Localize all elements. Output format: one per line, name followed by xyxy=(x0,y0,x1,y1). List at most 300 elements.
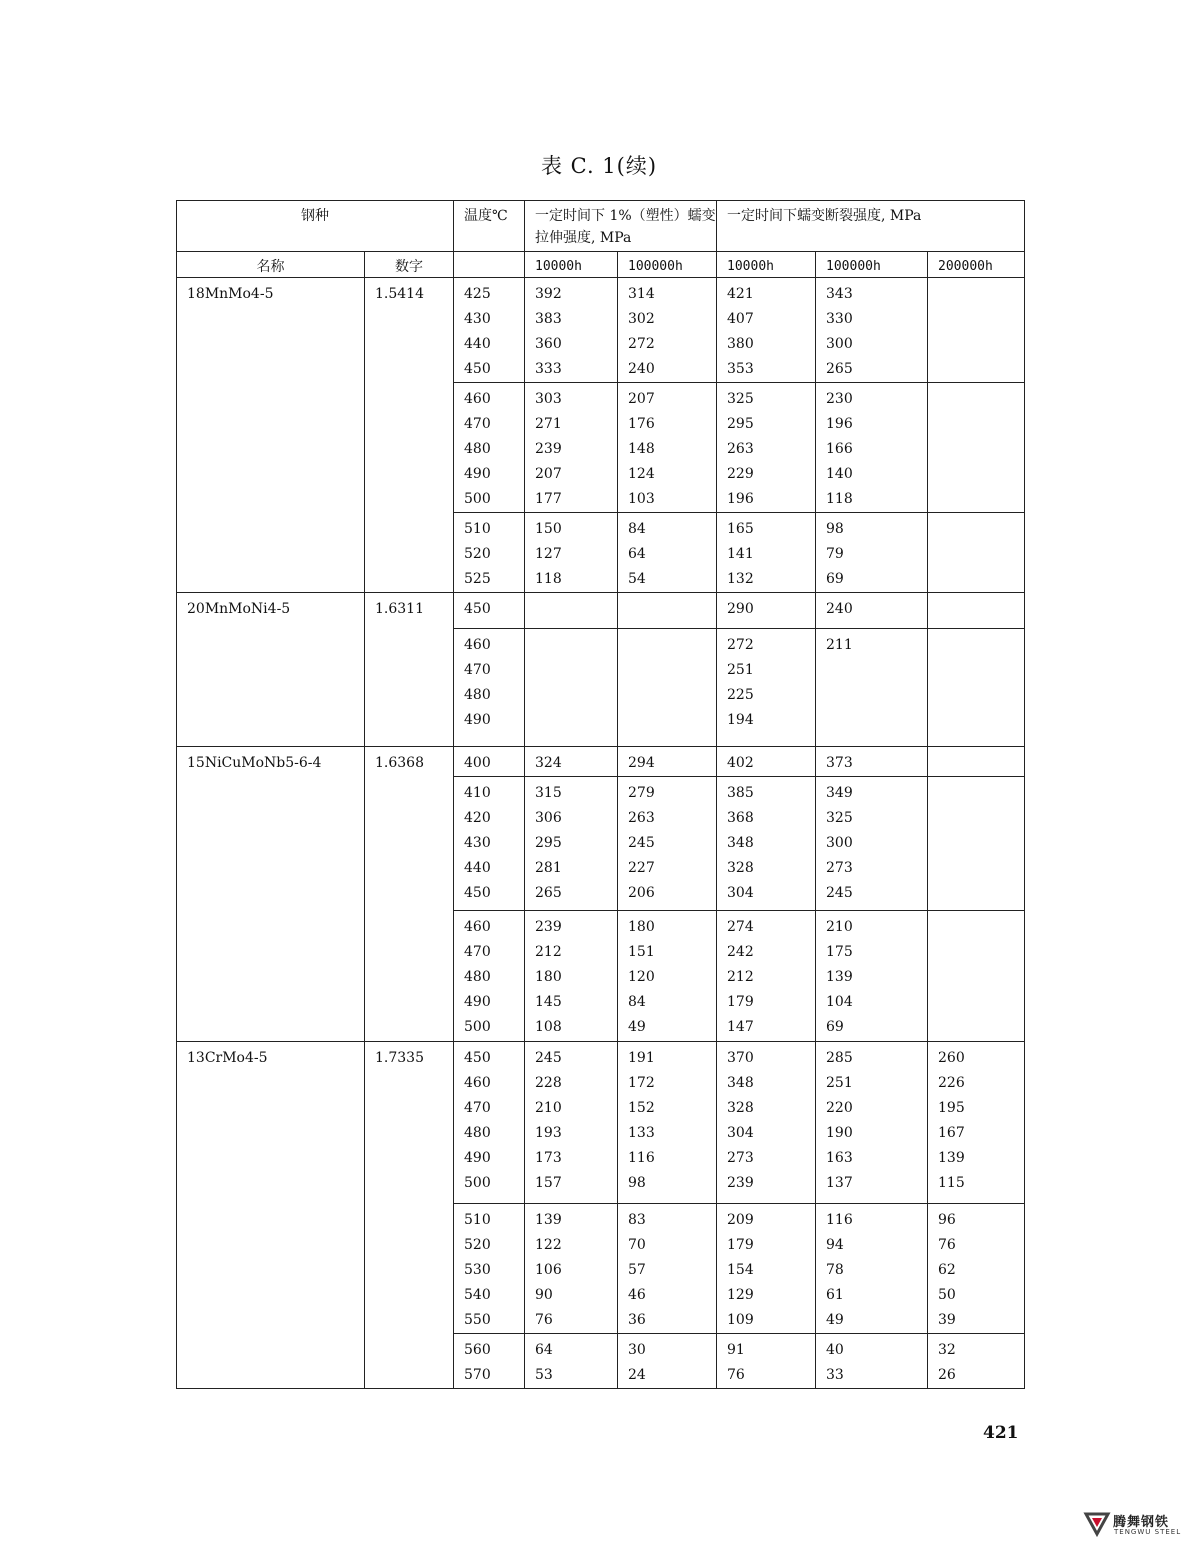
cell-value: 116 xyxy=(826,1212,853,1228)
cell-value: 430 xyxy=(464,311,491,327)
header-temperature: 温度℃ xyxy=(454,201,525,252)
rupture-10000h-cell xyxy=(717,1204,816,1334)
cell-value: 272 xyxy=(628,336,655,352)
cell-value: 245 xyxy=(628,835,655,851)
cell-value: 265 xyxy=(826,361,853,377)
rupture-100000h-cell xyxy=(816,629,928,747)
cell-value: 115 xyxy=(938,1175,965,1191)
cell-value: 116 xyxy=(628,1150,655,1166)
rupture-100000h-cell xyxy=(816,593,928,629)
rupture-200000h-cell xyxy=(928,747,1025,777)
cell-value: 242 xyxy=(727,944,754,960)
cell-value: 525 xyxy=(464,571,491,587)
cell-value: 240 xyxy=(826,601,853,617)
table-row xyxy=(177,593,1025,629)
cell-value: 32 xyxy=(938,1342,956,1358)
cell-value: 500 xyxy=(464,491,491,507)
cell-value: 57 xyxy=(628,1262,646,1278)
cell-value: 420 xyxy=(464,810,491,826)
cell-value: 40 xyxy=(826,1342,844,1358)
cell-value: 279 xyxy=(628,785,655,801)
cell-value: 225 xyxy=(727,687,754,703)
steel-name-cell: 15NiCuMoNb5-6-4 xyxy=(177,747,365,1042)
cell-value: 98 xyxy=(826,521,844,537)
cell-value: 49 xyxy=(826,1312,844,1328)
creep-10000h-cell xyxy=(525,747,618,777)
cell-value: 211 xyxy=(826,637,853,653)
rupture-100000h-cell xyxy=(816,747,928,777)
cell-value: 139 xyxy=(938,1150,965,1166)
header-steel-grade: 钢种 xyxy=(177,201,454,252)
cell-value: 53 xyxy=(535,1367,553,1383)
cell-value: 91 xyxy=(727,1342,745,1358)
cell-value: 193 xyxy=(535,1125,562,1141)
cell-value: 460 xyxy=(464,1075,491,1091)
cell-value: 148 xyxy=(628,441,655,457)
table-row xyxy=(177,278,1025,383)
cell-value: 26 xyxy=(938,1367,956,1383)
cell-value: 490 xyxy=(464,994,491,1010)
cell-value: 263 xyxy=(727,441,754,457)
cell-value: 402 xyxy=(727,755,754,771)
cell-value: 349 xyxy=(826,785,853,801)
cell-value: 407 xyxy=(727,311,754,327)
table-row xyxy=(177,747,1025,777)
cell-value: 343 xyxy=(826,286,853,302)
creep-10000h-cell xyxy=(525,911,618,1042)
cell-value: 300 xyxy=(826,835,853,851)
rupture-10000h-cell xyxy=(717,1042,816,1204)
cell-value: 470 xyxy=(464,662,491,678)
cell-value: 84 xyxy=(628,521,646,537)
cell-value: 328 xyxy=(727,1100,754,1116)
cell-value: 460 xyxy=(464,919,491,935)
cell-value: 239 xyxy=(535,441,562,457)
cell-value: 196 xyxy=(727,491,754,507)
cell-value: 302 xyxy=(628,311,655,327)
cell-value: 179 xyxy=(727,1237,754,1253)
creep-10000h-cell xyxy=(525,777,618,911)
cell-value: 180 xyxy=(628,919,655,935)
cell-value: 177 xyxy=(535,491,562,507)
cell-value: 400 xyxy=(464,755,491,771)
cell-value: 129 xyxy=(727,1287,754,1303)
cell-value: 240 xyxy=(628,361,655,377)
cell-value: 30 xyxy=(628,1342,646,1358)
cell-value: 50 xyxy=(938,1287,956,1303)
rupture-10000h-cell xyxy=(717,1334,816,1389)
rupture-10000h-cell xyxy=(717,911,816,1042)
cell-value: 480 xyxy=(464,1125,491,1141)
cell-value: 383 xyxy=(535,311,562,327)
cell-value: 281 xyxy=(535,860,562,876)
cell-value: 430 xyxy=(464,835,491,851)
rupture-200000h-cell xyxy=(928,1042,1025,1204)
creep-100000h-cell xyxy=(618,777,717,911)
cell-value: 385 xyxy=(727,785,754,801)
cell-value: 196 xyxy=(826,416,853,432)
cell-value: 62 xyxy=(938,1262,956,1278)
cell-value: 36 xyxy=(628,1312,646,1328)
rupture-10000h-cell xyxy=(717,513,816,593)
cell-value: 76 xyxy=(938,1237,956,1253)
cell-value: 108 xyxy=(535,1019,562,1035)
temperature-cell xyxy=(454,777,525,911)
cell-value: 49 xyxy=(628,1019,646,1035)
rupture-200000h-cell xyxy=(928,383,1025,513)
cell-value: 325 xyxy=(826,810,853,826)
rupture-100000h-cell xyxy=(816,777,928,911)
rupture-200000h-cell xyxy=(928,777,1025,911)
temperature-cell xyxy=(454,911,525,1042)
cell-value: 510 xyxy=(464,521,491,537)
cell-value: 370 xyxy=(727,1050,754,1066)
cell-value: 109 xyxy=(727,1312,754,1328)
cell-value: 550 xyxy=(464,1312,491,1328)
rupture-200000h-cell xyxy=(928,278,1025,383)
cell-value: 76 xyxy=(535,1312,553,1328)
cell-value: 530 xyxy=(464,1262,491,1278)
logo-text: 腾舞钢铁 xyxy=(1113,1515,1170,1530)
rupture-200000h-cell xyxy=(928,629,1025,747)
cell-value: 61 xyxy=(826,1287,844,1303)
cell-value: 300 xyxy=(826,336,853,352)
cell-value: 239 xyxy=(727,1175,754,1191)
creep-100000h-cell xyxy=(618,593,717,629)
logo-subtext: TENGWU STEEL xyxy=(1114,1528,1182,1536)
rupture-200000h-cell xyxy=(928,593,1025,629)
cell-value: 315 xyxy=(535,785,562,801)
cell-value: 206 xyxy=(628,885,655,901)
cell-value: 207 xyxy=(628,391,655,407)
steel-name-cell: 20MnMoNi4-5 xyxy=(177,593,365,747)
cell-value: 229 xyxy=(727,466,754,482)
temperature-cell xyxy=(454,593,525,629)
cell-value: 373 xyxy=(826,755,853,771)
steel-name-cell: 18MnMo4-5 xyxy=(177,278,365,593)
cell-value: 314 xyxy=(628,286,655,302)
cell-value: 304 xyxy=(727,1125,754,1141)
creep-100000h-cell xyxy=(618,629,717,747)
cell-value: 195 xyxy=(938,1100,965,1116)
temperature-cell xyxy=(454,747,525,777)
cell-value: 273 xyxy=(727,1150,754,1166)
header-rupture-10000h: 10000h xyxy=(717,252,816,278)
cell-value: 157 xyxy=(535,1175,562,1191)
cell-value: 175 xyxy=(826,944,853,960)
header-creep-strength: 一定时间下 1%（塑性）蠕变拉伸强度, MPa xyxy=(525,201,717,252)
rupture-200000h-cell xyxy=(928,513,1025,593)
cell-value: 166 xyxy=(826,441,853,457)
cell-value: 520 xyxy=(464,546,491,562)
cell-value: 470 xyxy=(464,944,491,960)
creep-100000h-cell xyxy=(618,911,717,1042)
creep-10000h-cell xyxy=(525,1042,618,1204)
cell-value: 330 xyxy=(826,311,853,327)
cell-value: 94 xyxy=(826,1237,844,1253)
cell-value: 460 xyxy=(464,637,491,653)
cell-value: 480 xyxy=(464,969,491,985)
cell-value: 33 xyxy=(826,1367,844,1383)
cell-value: 306 xyxy=(535,810,562,826)
cell-value: 167 xyxy=(938,1125,965,1141)
creep-strength-table xyxy=(176,200,1025,1389)
cell-value: 490 xyxy=(464,712,491,728)
cell-value: 226 xyxy=(938,1075,965,1091)
cell-value: 210 xyxy=(535,1100,562,1116)
cell-value: 147 xyxy=(727,1019,754,1035)
cell-value: 360 xyxy=(535,336,562,352)
cell-value: 490 xyxy=(464,1150,491,1166)
cell-value: 510 xyxy=(464,1212,491,1228)
company-logo xyxy=(1083,1508,1189,1542)
cell-value: 209 xyxy=(727,1212,754,1228)
cell-value: 303 xyxy=(535,391,562,407)
cell-value: 294 xyxy=(628,755,655,771)
cell-value: 165 xyxy=(727,521,754,537)
cell-value: 227 xyxy=(628,860,655,876)
cell-value: 78 xyxy=(826,1262,844,1278)
cell-value: 450 xyxy=(464,1050,491,1066)
cell-value: 152 xyxy=(628,1100,655,1116)
cell-value: 207 xyxy=(535,466,562,482)
temperature-cell xyxy=(454,383,525,513)
cell-value: 470 xyxy=(464,1100,491,1116)
header-creep-100000h: 100000h xyxy=(618,252,717,278)
cell-value: 173 xyxy=(535,1150,562,1166)
rupture-100000h-cell xyxy=(816,911,928,1042)
cell-value: 480 xyxy=(464,441,491,457)
cell-value: 245 xyxy=(826,885,853,901)
rupture-200000h-cell xyxy=(928,1334,1025,1389)
cell-value: 570 xyxy=(464,1367,491,1383)
cell-value: 39 xyxy=(938,1312,956,1328)
steel-name-cell: 13CrMo4-5 xyxy=(177,1042,365,1389)
header-number: 数字 xyxy=(365,252,454,278)
creep-100000h-cell xyxy=(618,278,717,383)
creep-10000h-cell xyxy=(525,1334,618,1389)
rupture-100000h-cell xyxy=(816,383,928,513)
cell-value: 190 xyxy=(826,1125,853,1141)
cell-value: 228 xyxy=(535,1075,562,1091)
creep-100000h-cell xyxy=(618,1204,717,1334)
cell-value: 560 xyxy=(464,1342,491,1358)
cell-value: 450 xyxy=(464,601,491,617)
cell-value: 540 xyxy=(464,1287,491,1303)
cell-value: 480 xyxy=(464,687,491,703)
cell-value: 90 xyxy=(535,1287,553,1303)
rupture-10000h-cell xyxy=(717,629,816,747)
creep-100000h-cell xyxy=(618,747,717,777)
cell-value: 285 xyxy=(826,1050,853,1066)
header-rupture-200000h: 200000h xyxy=(928,252,1025,278)
cell-value: 295 xyxy=(535,835,562,851)
cell-value: 79 xyxy=(826,546,844,562)
temperature-cell xyxy=(454,513,525,593)
page-number: 421 xyxy=(983,1423,1019,1443)
cell-value: 271 xyxy=(535,416,562,432)
cell-value: 210 xyxy=(826,919,853,935)
cell-value: 239 xyxy=(535,919,562,935)
cell-value: 64 xyxy=(535,1342,553,1358)
cell-value: 520 xyxy=(464,1237,491,1253)
cell-value: 212 xyxy=(727,969,754,985)
steel-number-cell: 1.5414 xyxy=(365,278,454,593)
creep-10000h-cell xyxy=(525,278,618,383)
table-body xyxy=(177,278,1025,1389)
cell-value: 440 xyxy=(464,860,491,876)
rupture-10000h-cell xyxy=(717,777,816,911)
cell-value: 145 xyxy=(535,994,562,1010)
header-row-1 xyxy=(177,201,1025,252)
steel-number-cell: 1.6311 xyxy=(365,593,454,747)
creep-10000h-cell xyxy=(525,383,618,513)
creep-10000h-cell xyxy=(525,513,618,593)
creep-100000h-cell xyxy=(618,513,717,593)
cell-value: 140 xyxy=(826,466,853,482)
cell-value: 154 xyxy=(727,1262,754,1278)
cell-value: 263 xyxy=(628,810,655,826)
cell-value: 176 xyxy=(628,416,655,432)
cell-value: 368 xyxy=(727,810,754,826)
cell-value: 132 xyxy=(727,571,754,587)
cell-value: 191 xyxy=(628,1050,655,1066)
rupture-10000h-cell xyxy=(717,593,816,629)
cell-value: 118 xyxy=(535,571,562,587)
cell-value: 172 xyxy=(628,1075,655,1091)
creep-10000h-cell xyxy=(525,629,618,747)
cell-value: 150 xyxy=(535,521,562,537)
cell-value: 124 xyxy=(628,466,655,482)
creep-10000h-cell xyxy=(525,1204,618,1334)
cell-value: 194 xyxy=(727,712,754,728)
cell-value: 450 xyxy=(464,361,491,377)
cell-value: 260 xyxy=(938,1050,965,1066)
header-temp-blank xyxy=(454,252,525,278)
cell-value: 265 xyxy=(535,885,562,901)
cell-value: 470 xyxy=(464,416,491,432)
cell-value: 24 xyxy=(628,1367,646,1383)
rupture-10000h-cell xyxy=(717,747,816,777)
cell-value: 392 xyxy=(535,286,562,302)
cell-value: 410 xyxy=(464,785,491,801)
header-row-2 xyxy=(177,252,1025,278)
temperature-cell xyxy=(454,278,525,383)
cell-value: 179 xyxy=(727,994,754,1010)
cell-value: 98 xyxy=(628,1175,646,1191)
cell-value: 104 xyxy=(826,994,853,1010)
cell-value: 96 xyxy=(938,1212,956,1228)
cell-value: 76 xyxy=(727,1367,745,1383)
cell-value: 118 xyxy=(826,491,853,507)
header-rupture-strength: 一定时间下蠕变断裂强度, MPa xyxy=(717,201,1025,252)
cell-value: 163 xyxy=(826,1150,853,1166)
cell-value: 380 xyxy=(727,336,754,352)
rupture-100000h-cell xyxy=(816,1334,928,1389)
steel-number-cell: 1.7335 xyxy=(365,1042,454,1389)
cell-value: 460 xyxy=(464,391,491,407)
cell-value: 220 xyxy=(826,1100,853,1116)
cell-value: 245 xyxy=(535,1050,562,1066)
cell-value: 273 xyxy=(826,860,853,876)
cell-value: 84 xyxy=(628,994,646,1010)
cell-value: 272 xyxy=(727,637,754,653)
cell-value: 139 xyxy=(535,1212,562,1228)
temperature-cell xyxy=(454,1042,525,1204)
rupture-100000h-cell xyxy=(816,1204,928,1334)
cell-value: 120 xyxy=(628,969,655,985)
rupture-100000h-cell xyxy=(816,278,928,383)
cell-value: 106 xyxy=(535,1262,562,1278)
cell-value: 212 xyxy=(535,944,562,960)
header-name: 名称 xyxy=(177,252,365,278)
cell-value: 139 xyxy=(826,969,853,985)
creep-100000h-cell xyxy=(618,1334,717,1389)
cell-value: 325 xyxy=(727,391,754,407)
table-row xyxy=(177,1042,1025,1204)
logo-emblem-icon xyxy=(1083,1508,1111,1538)
table-title: 表 C. 1(续) xyxy=(540,154,658,178)
cell-value: 127 xyxy=(535,546,562,562)
cell-value: 103 xyxy=(628,491,655,507)
cell-value: 64 xyxy=(628,546,646,562)
rupture-200000h-cell xyxy=(928,1204,1025,1334)
rupture-10000h-cell xyxy=(717,278,816,383)
cell-value: 251 xyxy=(826,1075,853,1091)
creep-100000h-cell xyxy=(618,1042,717,1204)
rupture-200000h-cell xyxy=(928,911,1025,1042)
cell-value: 440 xyxy=(464,336,491,352)
cell-value: 274 xyxy=(727,919,754,935)
cell-value: 490 xyxy=(464,466,491,482)
temperature-cell xyxy=(454,629,525,747)
header-rupture-100000h: 100000h xyxy=(816,252,928,278)
cell-value: 348 xyxy=(727,1075,754,1091)
rupture-10000h-cell xyxy=(717,383,816,513)
steel-number-cell: 1.6368 xyxy=(365,747,454,1042)
cell-value: 290 xyxy=(727,601,754,617)
cell-value: 151 xyxy=(628,944,655,960)
cell-value: 133 xyxy=(628,1125,655,1141)
cell-value: 46 xyxy=(628,1287,646,1303)
cell-value: 421 xyxy=(727,286,754,302)
rupture-100000h-cell xyxy=(816,513,928,593)
cell-value: 500 xyxy=(464,1175,491,1191)
creep-100000h-cell xyxy=(618,383,717,513)
cell-value: 304 xyxy=(727,885,754,901)
cell-value: 353 xyxy=(727,361,754,377)
cell-value: 70 xyxy=(628,1237,646,1253)
cell-value: 348 xyxy=(727,835,754,851)
cell-value: 180 xyxy=(535,969,562,985)
cell-value: 137 xyxy=(826,1175,853,1191)
cell-value: 251 xyxy=(727,662,754,678)
cell-value: 328 xyxy=(727,860,754,876)
cell-value: 54 xyxy=(628,571,646,587)
cell-value: 69 xyxy=(826,1019,844,1035)
cell-value: 141 xyxy=(727,546,754,562)
cell-value: 122 xyxy=(535,1237,562,1253)
cell-value: 324 xyxy=(535,755,562,771)
temperature-cell xyxy=(454,1334,525,1389)
cell-value: 333 xyxy=(535,361,562,377)
cell-value: 230 xyxy=(826,391,853,407)
creep-10000h-cell xyxy=(525,593,618,629)
cell-value: 69 xyxy=(826,571,844,587)
rupture-100000h-cell xyxy=(816,1042,928,1204)
cell-value: 295 xyxy=(727,416,754,432)
cell-value: 83 xyxy=(628,1212,646,1228)
